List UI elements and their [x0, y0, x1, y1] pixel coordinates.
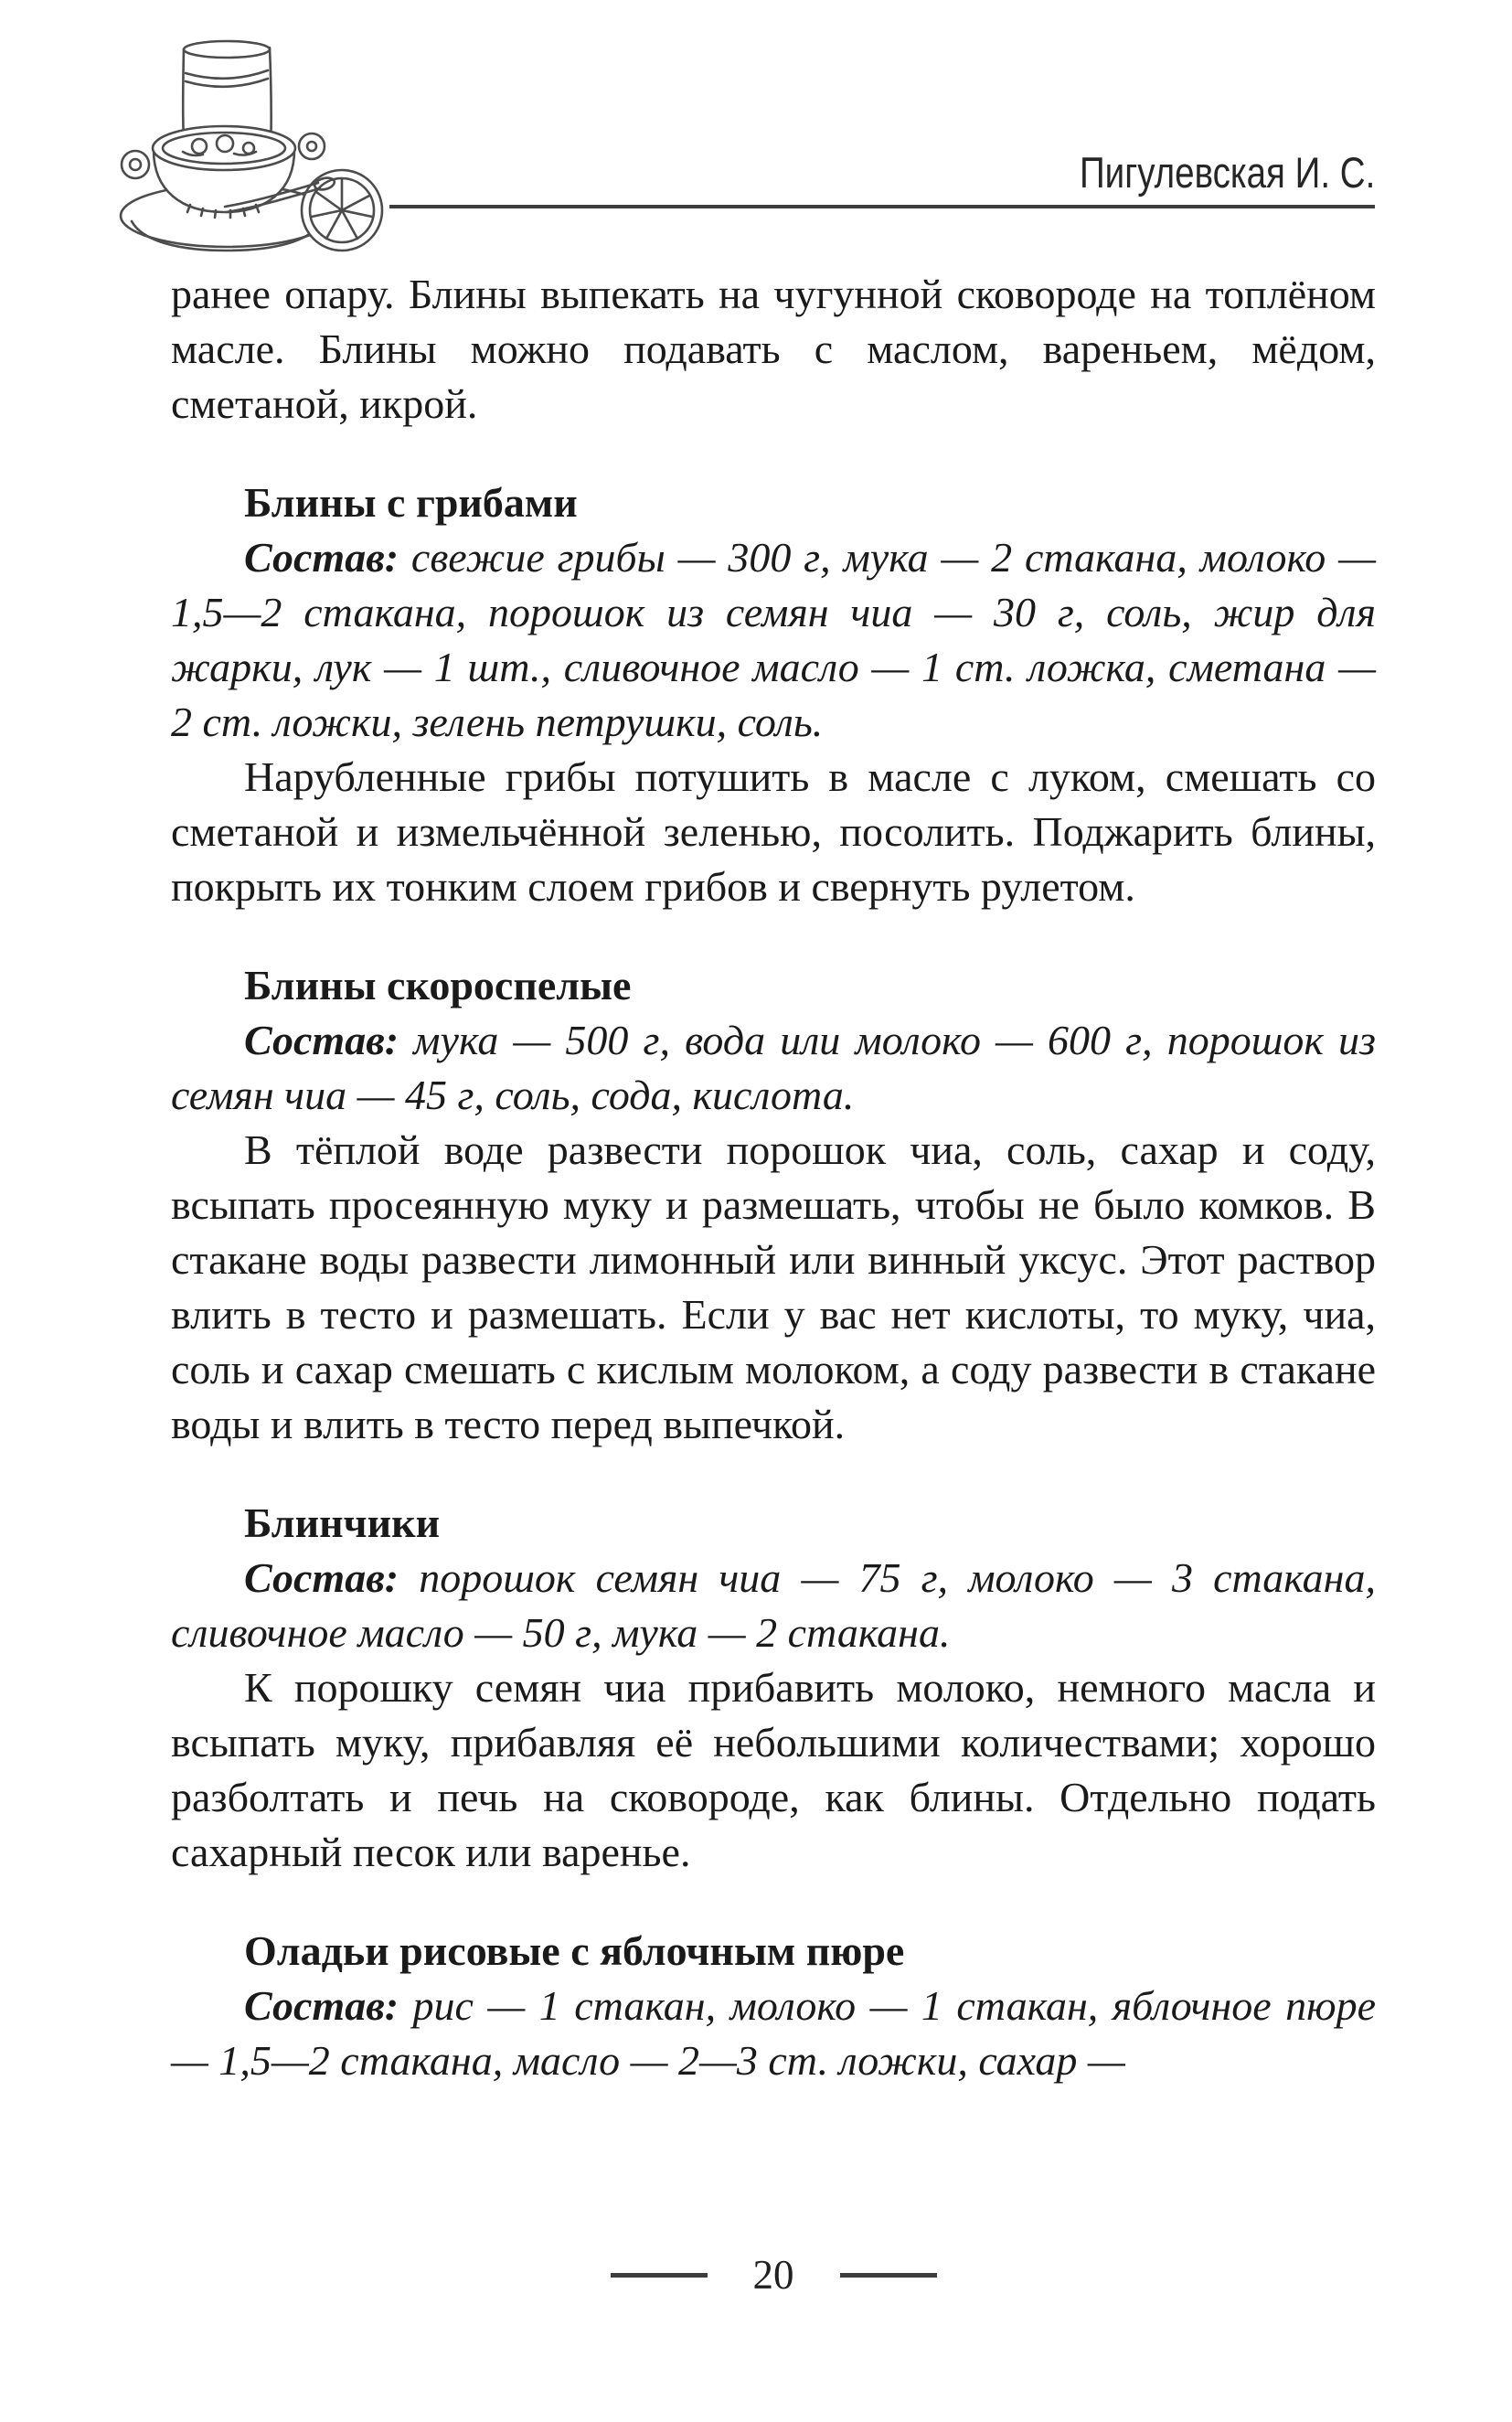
ingredients-label: Состав:	[244, 1554, 399, 1601]
recipe-ingredients	[171, 1551, 1376, 1660]
recipe-instructions: К порошку семян чиа прибавить молоко, немного масла и всыпать муку, прибавляя её небольшими количествами; хорошо разболтать и печь на сковороде, как блины. Отдельно подать сахарный песок или варенье.	[171, 1664, 1376, 1875]
ingredients-label: Состав:	[244, 534, 399, 581]
ingredients-text: мука — 500 г, вода или молоко — 600 г, порошок из семян чиа — 45 г, соль, сода, кислота.	[171, 1017, 1376, 1118]
page-footer	[171, 2251, 1376, 2299]
recipe-section-bliny-skorospelye	[171, 958, 1376, 1452]
folio-right-dash	[840, 2273, 937, 2278]
folio-left-dash	[611, 2273, 708, 2278]
recipe-ingredients	[171, 1013, 1376, 1123]
recipe-ingredients	[171, 1979, 1376, 2088]
ingredients-text: порошок семян чиа — 75 г, молоко — 3 стакана, сливочное масло — 50 г, мука — 2 стакана.	[171, 1554, 1376, 1656]
recipe-ingredients	[171, 530, 1376, 750]
recipe-title: Оладьи рисовые с яблочным пюре	[244, 1927, 905, 1974]
header-rule	[389, 205, 1375, 208]
ingredients-text: свежие грибы — 300 г, мука — 2 стакана, молоко — 1,5—2 стакана, порошок из семян чиа — 30 г, соль, жир для жарки, лук — 1 шт., сливочное масло — 1 ст. ложка, сметана — 2 ст. ложки, зелень петрушки, соль.	[171, 534, 1376, 745]
cup-glass-lemon-illustration	[88, 37, 386, 258]
recipe-instructions: Нарубленные грибы потушить в масле с луком, смешать со сметаной и измельчённой зеленью, посолить. Поджарить блины, покрыть их тонким слоем грибов и свернуть рулетом.	[171, 753, 1376, 910]
page-text	[171, 267, 1376, 2088]
recipe-instructions: В тёплой воде развести порошок чиа, соль, сахар и соду, всыпать просеянную муку и размешать, чтобы не было комков. В стакане воды развести лимонный или винный уксус. Этот раствор влить в тесто и размешать. Если у вас нет кислоты, то муку, чиа, соль и сахар смешать с кислым молоком, а соду развести в стакане воды и влить в тесто перед выпечкой.	[171, 1126, 1376, 1447]
page-number: 20	[752, 2252, 794, 2298]
ingredients-label: Состав:	[244, 1982, 399, 2029]
recipe-title: Блины скороспелые	[244, 962, 632, 1008]
recipe-section-bliny-s-gribami	[171, 475, 1376, 914]
page-header-author: Пигулевская И. С.	[1079, 148, 1375, 197]
intro-paragraph: ранее опару. Блины выпекать на чугунной сковороде на топлёном масле. Блины можно подавать с маслом, вареньем, мёдом, сметаной, икрой.	[171, 271, 1376, 427]
recipe-title: Блины с грибами	[244, 479, 578, 526]
recipe-section-blinchiki	[171, 1496, 1376, 1880]
recipe-title: Блинчики	[244, 1499, 441, 1546]
recipe-section-oladi-risovye	[171, 1924, 1376, 2088]
ingredients-text: рис — 1 стакан, молоко — 1 стакан, яблочное пюре — 1,5—2 стакана, масло — 2—3 ст. ложки, сахар —	[171, 1982, 1376, 2084]
ingredients-label: Состав:	[244, 1017, 399, 1063]
